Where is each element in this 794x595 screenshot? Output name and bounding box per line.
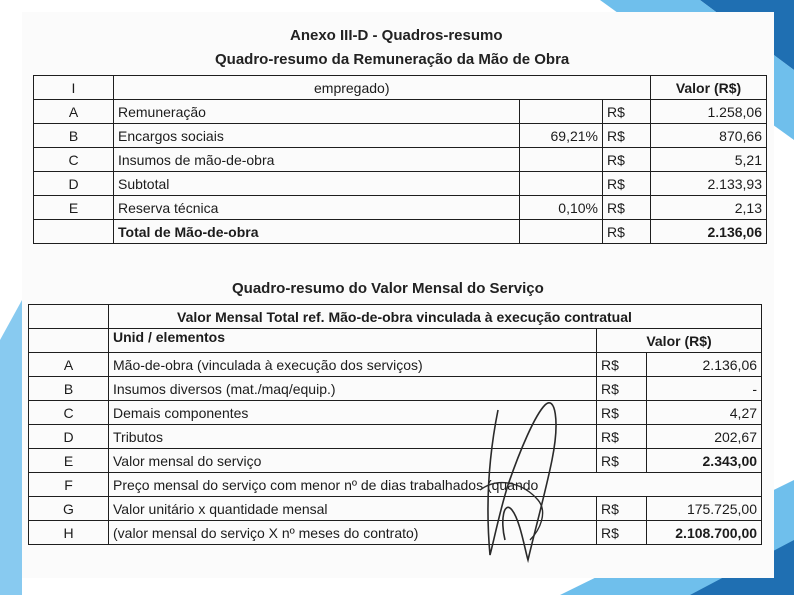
header-index bbox=[29, 329, 109, 353]
row-currency: R$ bbox=[597, 425, 647, 449]
header-value: Valor (R$) bbox=[651, 76, 767, 100]
table-row bbox=[29, 497, 762, 521]
table-row bbox=[29, 473, 762, 497]
row-value: 2.108.700,00 bbox=[647, 521, 762, 545]
table-row bbox=[34, 172, 767, 196]
row-letter bbox=[34, 220, 114, 244]
row-currency: R$ bbox=[597, 401, 647, 425]
header-title: Valor Mensal Total ref. Mão-de-obra vinculada à execução contratual bbox=[109, 305, 762, 329]
row-percent bbox=[520, 220, 603, 244]
row-label: Insumos de mão-de-obra bbox=[114, 148, 520, 172]
row-label: Tributos bbox=[109, 425, 597, 449]
row-currency: R$ bbox=[603, 196, 651, 220]
row-value: 4,27 bbox=[647, 401, 762, 425]
row-label: Insumos diversos (mat./maq/equip.) bbox=[109, 377, 597, 401]
annex-title: Anexo III-D - Quadros-resumo bbox=[290, 27, 503, 44]
row-letter: A bbox=[29, 353, 109, 377]
row-label: Preço mensal do serviço com menor nº de dias trabalhados (quando bbox=[109, 473, 762, 497]
row-label: Mão-de-obra (vinculada à execução dos serviços) bbox=[109, 353, 597, 377]
row-currency: R$ bbox=[597, 377, 647, 401]
row-value: 870,66 bbox=[651, 124, 767, 148]
table-row bbox=[34, 196, 767, 220]
row-letter: A bbox=[34, 100, 114, 124]
header-value: Valor (R$) bbox=[597, 329, 762, 353]
row-percent bbox=[520, 172, 603, 196]
row-letter: F bbox=[29, 473, 109, 497]
row-letter: E bbox=[34, 196, 114, 220]
row-label: Remuneração bbox=[114, 100, 520, 124]
table-row bbox=[29, 425, 762, 449]
handwritten-signature bbox=[460, 390, 600, 570]
row-label: Subtotal bbox=[114, 172, 520, 196]
table-row bbox=[29, 353, 762, 377]
row-value: 2.136,06 bbox=[647, 353, 762, 377]
table-row bbox=[34, 124, 767, 148]
header-index: I bbox=[34, 76, 114, 100]
table-header-row bbox=[34, 76, 767, 100]
row-currency: R$ bbox=[597, 521, 647, 545]
row-percent: 69,21% bbox=[520, 124, 603, 148]
row-percent bbox=[520, 148, 603, 172]
row-letter: D bbox=[29, 425, 109, 449]
remuneration-table bbox=[33, 75, 767, 244]
total-value: 2.136,06 bbox=[651, 220, 767, 244]
table-header-row bbox=[29, 305, 762, 329]
total-currency: R$ bbox=[603, 220, 651, 244]
row-value: 2.343,00 bbox=[647, 449, 762, 473]
row-letter: G bbox=[29, 497, 109, 521]
row-value: 2.133,93 bbox=[651, 172, 767, 196]
table-row bbox=[34, 148, 767, 172]
row-letter: B bbox=[34, 124, 114, 148]
table-header-row bbox=[29, 329, 762, 353]
table2-title: Quadro-resumo do Valor Mensal do Serviço bbox=[232, 280, 544, 297]
table-row bbox=[29, 377, 762, 401]
row-letter: D bbox=[34, 172, 114, 196]
row-currency: R$ bbox=[597, 497, 647, 521]
row-value: 202,67 bbox=[647, 425, 762, 449]
table1-title: Quadro-resumo da Remuneração da Mão de Obra bbox=[215, 51, 570, 68]
row-percent bbox=[520, 100, 603, 124]
row-label: Demais componentes bbox=[109, 401, 597, 425]
row-currency: R$ bbox=[603, 100, 651, 124]
row-currency: R$ bbox=[603, 172, 651, 196]
row-letter: C bbox=[34, 148, 114, 172]
row-value: 175.725,00 bbox=[647, 497, 762, 521]
row-letter: H bbox=[29, 521, 109, 545]
row-currency: R$ bbox=[597, 353, 647, 377]
row-letter: E bbox=[29, 449, 109, 473]
row-label: (valor mensal do serviço X nº meses do contrato) bbox=[109, 521, 597, 545]
table-row bbox=[34, 100, 767, 124]
header-elements: Unid / elementos bbox=[109, 329, 597, 353]
row-label: Valor mensal do serviço bbox=[109, 449, 597, 473]
row-currency: R$ bbox=[603, 124, 651, 148]
row-percent: 0,10% bbox=[520, 196, 603, 220]
row-value: - bbox=[647, 377, 762, 401]
total-label: Total de Mão-de-obra bbox=[114, 220, 520, 244]
row-value: 2,13 bbox=[651, 196, 767, 220]
row-value: 5,21 bbox=[651, 148, 767, 172]
header-description: empregado) bbox=[114, 76, 651, 100]
row-label: Reserva técnica bbox=[114, 196, 520, 220]
header-index bbox=[29, 305, 109, 329]
row-label: Valor unitário x quantidade mensal bbox=[109, 497, 597, 521]
row-value: 1.258,06 bbox=[651, 100, 767, 124]
row-label: Encargos sociais bbox=[114, 124, 520, 148]
row-letter: C bbox=[29, 401, 109, 425]
row-currency: R$ bbox=[603, 148, 651, 172]
row-letter: B bbox=[29, 377, 109, 401]
table-row bbox=[29, 401, 762, 425]
monthly-service-table bbox=[28, 304, 762, 545]
table-row bbox=[29, 521, 762, 545]
row-currency: R$ bbox=[597, 449, 647, 473]
total-row bbox=[34, 220, 767, 244]
table-row bbox=[29, 449, 762, 473]
